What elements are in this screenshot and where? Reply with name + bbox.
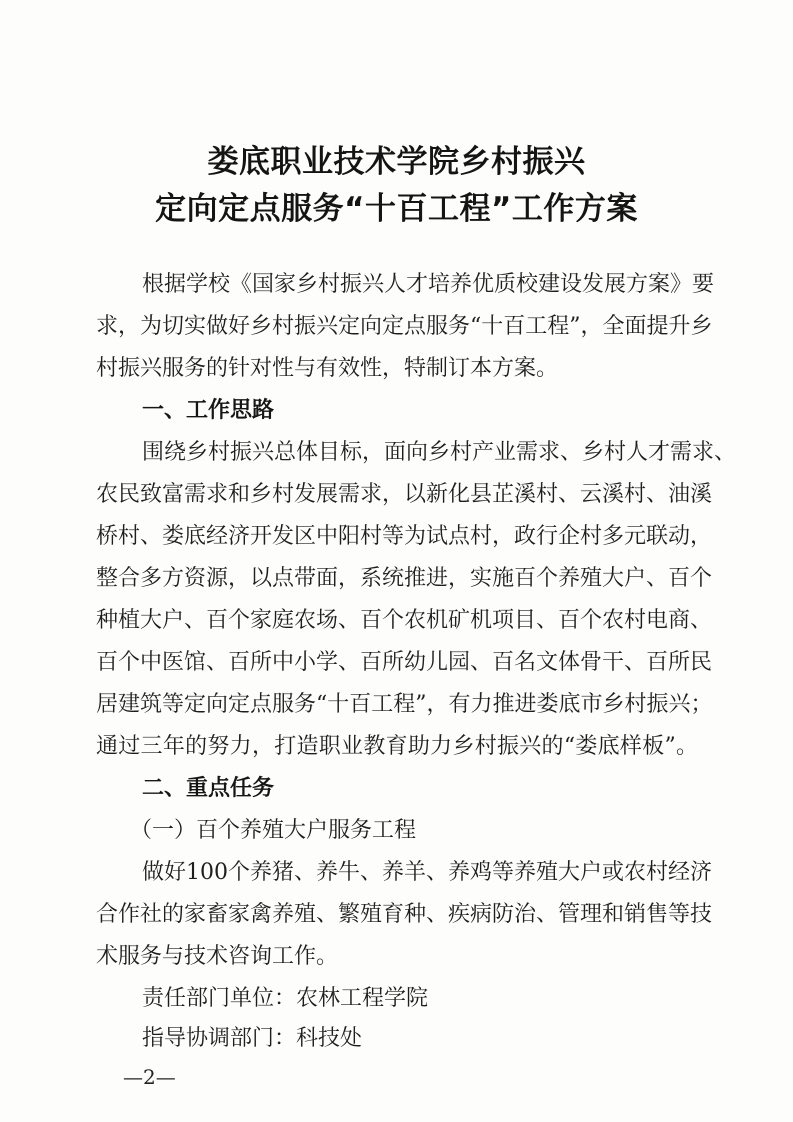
section-1-line-4: 整合多方资源，以点带面，系统推进，实施百个养殖大户、百个 — [96, 566, 713, 591]
responsible-department: 责任部门单位：农林工程学院 — [142, 986, 429, 1011]
intro-line-1: 根据学校《国家乡村振兴人才培养优质校建设发展方案》要 — [142, 272, 715, 297]
section-1-line-6: 百个中医馆、百所中小学、百所幼儿园、百名文体骨干、百所民 — [96, 650, 713, 675]
section-1-line-5: 种植大户、百个家庭农场、百个农机矿机项目、百个农村电商、 — [96, 608, 713, 633]
guidance-department: 指导协调部门：科技处 — [142, 1026, 363, 1051]
document-title-line-1: 娄底职业技术学院乡村振兴 — [207, 144, 586, 180]
section-1-line-1: 围绕乡村振兴总体目标，面向乡村产业需求、乡村人才需求、 — [142, 440, 737, 465]
section-2-heading: 二、重点任务 — [142, 776, 275, 801]
section-1-line-8: 通过三年的努力，打造职业教育助力乡村振兴的“娄底样板”。 — [96, 734, 698, 759]
section-2-sub-1-heading: （一）百个养殖大户服务工程 — [130, 818, 417, 843]
intro-line-3: 村振兴服务的针对性与有效性，特制订本方案。 — [96, 356, 559, 381]
page-number: —2— — [123, 1065, 176, 1089]
section-2-sub-1-line-2: 合作社的家畜家禽养殖、繁殖育种、疾病防治、管理和销售等技 — [96, 902, 713, 927]
section-1-line-2: 农民致富需求和乡村发展需求，以新化县芷溪村、云溪村、油溪 — [96, 482, 713, 507]
intro-line-2: 求，为切实做好乡村振兴定向定点服务“十百工程”，全面提升乡 — [96, 314, 713, 339]
section-1-line-7: 居建筑等定向定点服务“十百工程”，有力推进娄底市乡村振兴； — [96, 692, 713, 717]
document-title-line-2: 定向定点服务“十百工程”工作方案 — [155, 191, 638, 227]
section-1-line-3: 桥村、娄底经济开发区中阳村等为试点村，政行企村多元联动， — [96, 524, 713, 549]
section-2-sub-1-line-3: 术服务与技术咨询工作。 — [96, 944, 339, 969]
section-2-sub-1-line-1: 做好100个养猪、养牛、养羊、养鸡等养殖大户或农村经济 — [142, 860, 712, 885]
section-1-heading: 一、工作思路 — [142, 398, 275, 423]
